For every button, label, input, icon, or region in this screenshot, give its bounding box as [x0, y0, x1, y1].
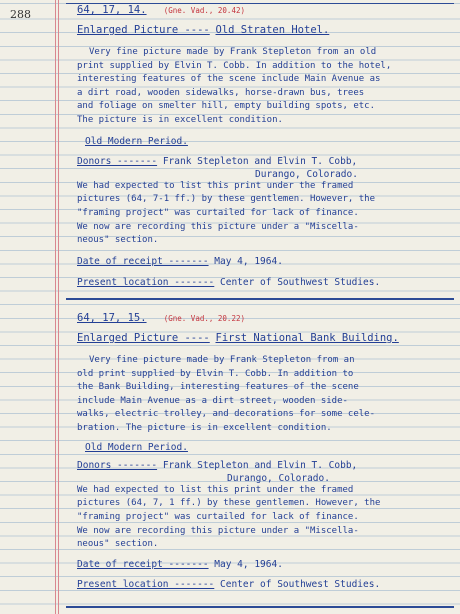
location-value: Center of Southwest Studies.: [220, 579, 381, 591]
description-line: The picture is in excellent condition.: [77, 114, 283, 125]
description-line: interesting features of the scene include Main Avenue as: [77, 74, 381, 85]
separator-rule: [66, 606, 454, 608]
description-line: the Bank Building, interesting features of the scene: [77, 382, 359, 393]
description-line: and foliage on smelter hill, empty building spots, etc.: [77, 101, 376, 112]
receipt-row: [77, 255, 449, 269]
title-prefix: Enlarged Picture ----: [77, 332, 210, 344]
donors-row: [77, 459, 449, 473]
description-line: include Main Avenue as a dirt street, wooden side-: [77, 395, 348, 406]
entry-header: [77, 4, 449, 18]
entry-header: [77, 312, 449, 326]
location-row: [77, 276, 449, 290]
catalog-entry: [77, 4, 449, 290]
description-line: walks, electric trolley, and decorations for some cele-: [77, 409, 376, 420]
receipt-value: May 4, 1964.: [214, 255, 283, 267]
donors-row: [77, 155, 449, 169]
donors-label: Donors -------: [77, 460, 158, 472]
note-line: "framing project" was curtailed for lack of finance.: [77, 207, 359, 218]
description-line: Very fine picture made by Frank Stepleton from an: [89, 355, 355, 365]
reference-note: (Gne. Vad., 20.42): [163, 6, 245, 15]
period-heading: Old Modern Period.: [85, 135, 188, 147]
receipt-label: Date of receipt -------: [77, 255, 209, 267]
margin-line: [55, 0, 56, 614]
description-line: old print supplied by Elvin T. Cobb. In addition to: [77, 368, 354, 379]
note-line: pictures (64, 7-1 ff.) by these gentlemen. However, the: [77, 194, 376, 205]
receipt-value: May 4, 1964.: [214, 558, 283, 570]
margin-line: [58, 0, 59, 614]
note-line: neous" section.: [77, 539, 159, 550]
receipt-row: [77, 558, 449, 572]
catalog-number: 64, 17, 15.: [77, 312, 147, 324]
description-line: a dirt road, wooden sidewalks, horse-drawn bus, trees: [77, 87, 365, 98]
title-prefix: Enlarged Picture ----: [77, 24, 210, 36]
donors-location: Durango, Colorado.: [255, 168, 358, 180]
entry-title: [77, 18, 449, 46]
location-label: Present location -------: [77, 277, 215, 289]
catalog-entry: [77, 312, 449, 592]
description-line: bration. The picture is in excellent condition.: [77, 422, 332, 433]
note-line: pictures (64, 7, 1 ff.) by these gentlemen. However, the: [77, 498, 381, 509]
entry-title: [77, 326, 449, 354]
donors-value: Frank Stepleton and Elvin T. Cobb,: [162, 156, 358, 168]
donors-label: Donors -------: [77, 156, 158, 168]
catalog-number: 64, 17, 14.: [77, 4, 147, 16]
note-line: We now are recording this picture under a "Miscella-: [77, 525, 359, 536]
note-line: "framing project" was curtailed for lack of finance.: [77, 511, 359, 522]
description-line: print supplied by Elvin T. Cobb. In addition to the hotel,: [77, 60, 392, 71]
donors-location: Durango, Colorado.: [227, 472, 330, 484]
note-line: neous" section.: [77, 235, 159, 246]
period-heading: Old Modern Period.: [85, 441, 188, 453]
reference-note: (Gne. Vad., 20.22): [163, 314, 245, 323]
description-line: Very fine picture made by Frank Stepleton from an old: [89, 47, 377, 57]
separator-rule: [66, 298, 454, 300]
donors-value: Frank Stepleton and Elvin T. Cobb,: [162, 460, 358, 472]
location-row: [77, 578, 449, 592]
location-label: Present location -------: [77, 579, 215, 591]
location-value: Center of Southwest Studies.: [220, 277, 381, 289]
title-text: First National Bank Building.: [215, 332, 399, 344]
note-line: We now are recording this picture under a "Miscella-: [77, 221, 359, 232]
title-text: Old Straten Hotel.: [215, 24, 330, 36]
note-line: We had expected to list this print under the framed: [77, 484, 354, 495]
receipt-label: Date of receipt -------: [77, 558, 209, 570]
page-number: 288: [10, 8, 31, 21]
note-line: We had expected to list this print under the framed: [77, 180, 354, 191]
